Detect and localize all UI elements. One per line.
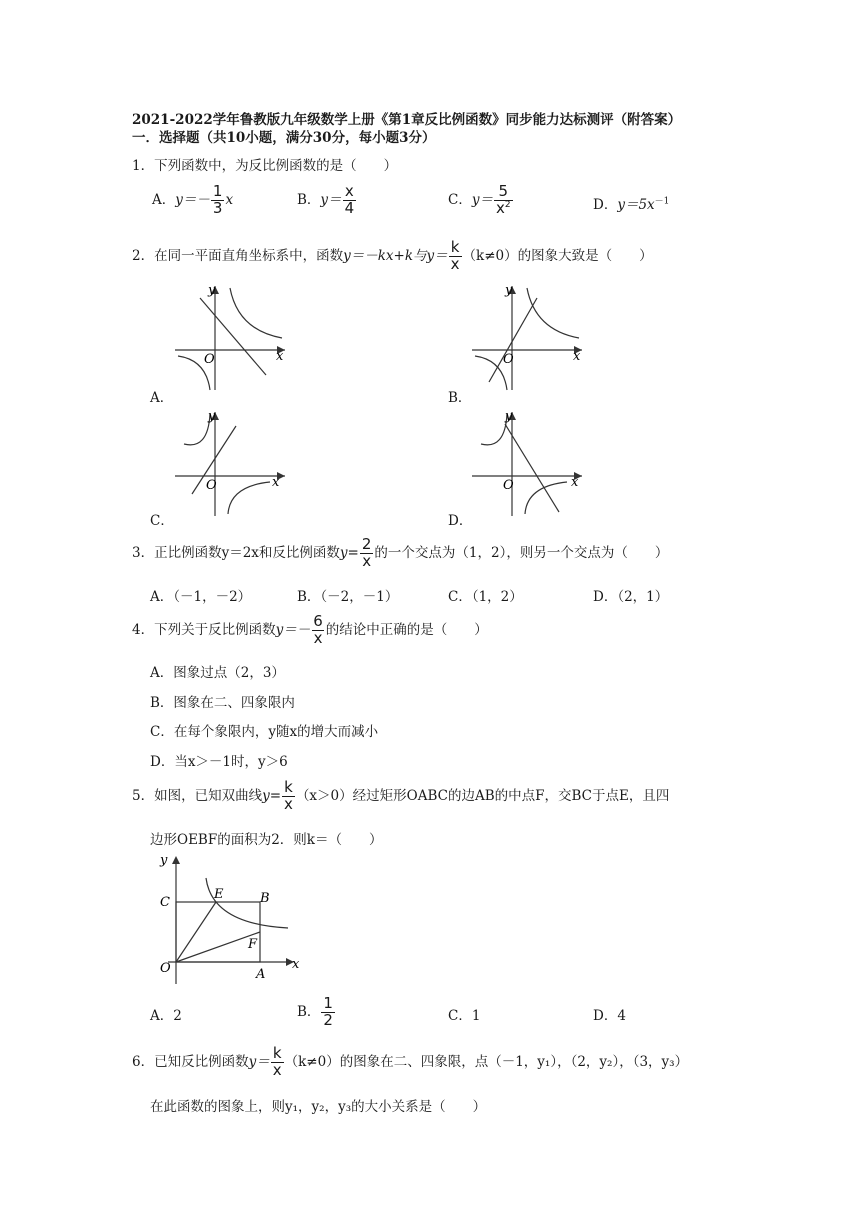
origin-label: O (204, 352, 215, 367)
q3-stem: 3．正比例函数y＝2x和反比例函数y= $\frac{2}{x}$ 的一个交点为（1，2），则另一个交点为（ ） (132, 535, 669, 570)
label-f: F (248, 937, 258, 952)
q1-option-b: B．y＝ $\frac{x}{4}$ (297, 182, 355, 217)
hyperbola-branch-1 (230, 288, 282, 338)
q5-option-c: C．1 (448, 1008, 481, 1024)
label-o: O (160, 961, 171, 976)
origin-label: O (503, 352, 514, 367)
label-x: x (292, 957, 300, 972)
q4-stem: 4．下列关于反比例函数y＝－ $\frac{6}{x}$ 的结论中正确的是（ ） (132, 612, 488, 647)
q1-option-d: D．$y=5x^{-1}$ (593, 196, 670, 213)
q2-graph-a (170, 278, 290, 396)
q1-stem: 1．下列函数中，为反比例函数的是（ ） (132, 158, 398, 174)
q5-option-b: B． $\frac{1}{2}$ (297, 994, 333, 1029)
hyperbola-branch-1 (184, 414, 210, 445)
q6-stem-line2: 在此函数的图象上，则y₁，y₂，y₃的大小关系是（ ） (150, 1099, 487, 1115)
q4-option-c: C．在每个象限内，y随x的增大而减小 (150, 724, 379, 740)
x-axis-label: x (573, 349, 581, 364)
q4-option-a: A．图象过点（2，3） (150, 665, 285, 681)
document-title: 2021-2022学年鲁教版九年级数学上册《第1章反比例函数》同步能力达标测评（附答案） (132, 112, 682, 128)
hyperbola-branch-1 (527, 288, 579, 338)
q2-stem: 2．在同一平面直角坐标系中，函数y＝－kx+k与y＝ $\frac{k}{x}$ （k≠0）的图象大致是（ ） (132, 238, 653, 273)
label-a: A (256, 967, 266, 982)
y-axis-arrow (172, 856, 180, 864)
hyperbola-branch-1 (481, 414, 507, 445)
q3-option-b: B．（－2，－1） (297, 589, 399, 605)
q2-label-c: C． (150, 513, 174, 529)
q2-graph-c (170, 404, 290, 522)
y-axis-label: y (505, 409, 513, 424)
q2-graph-b (467, 278, 587, 396)
label-y: y (160, 853, 168, 868)
y-axis-label: y (208, 283, 216, 298)
x-axis-label: x (272, 475, 280, 490)
line-graph (505, 424, 559, 512)
hyperbola (206, 878, 288, 928)
segment-oe (176, 902, 216, 962)
q5-figure (150, 850, 310, 985)
q6-stem-line1: 6．已知反比例函数y＝ $\frac{k}{x}$ （k≠0）的图象在二、四象限，点（－1，y₁），（2，y₂），（3，y₃） (132, 1044, 689, 1079)
hyperbola-branch-2 (228, 482, 270, 514)
x-axis-label: x (571, 475, 579, 490)
x-axis-label: x (276, 349, 284, 364)
origin-label: O (206, 478, 217, 493)
q5-option-d: D．4 (593, 1008, 626, 1024)
q5-option-a: A．2 (150, 1008, 182, 1024)
label-b: B (260, 891, 270, 906)
label-e: E (214, 887, 224, 902)
q4-option-b: B．图象在二、四象限内 (150, 695, 295, 711)
q2-label-a: A． (150, 390, 174, 406)
q1-option-a: A．y＝－ $\frac{1}{3}$ x (152, 182, 234, 217)
hyperbola-branch-2 (525, 482, 567, 514)
q2-label-d: D． (448, 513, 473, 529)
q4-option-d: D．当x＞－1时，y＞6 (150, 754, 288, 770)
q1-option-c: C．y＝ $\frac{5}{x^2}$ (448, 182, 511, 217)
q5-stem-line1: 5．如图，已知双曲线y= $\frac{k}{x}$ （x＞0）经过矩形OABC的边AB的中点F，交BC于点E，且四 (132, 778, 670, 813)
q2-label-b: B． (448, 390, 472, 406)
line-graph (489, 298, 537, 382)
q3-option-d: D．（2，1） (593, 589, 669, 605)
y-axis-label: y (505, 283, 513, 298)
rectangle-oabc (176, 902, 260, 962)
q2-graph-d (467, 404, 587, 522)
y-axis-label: y (208, 409, 216, 424)
origin-label: O (503, 478, 514, 493)
section-heading: 一．选择题（共10小题，满分30分，每小题3分） (132, 130, 436, 146)
q5-stem-line2: 边形OEBF的面积为2．则k＝（ ） (150, 832, 383, 848)
label-c: C (160, 895, 170, 910)
q3-option-a: A．（－1，－2） (150, 589, 252, 605)
q3-option-c: C．（1，2） (448, 589, 523, 605)
